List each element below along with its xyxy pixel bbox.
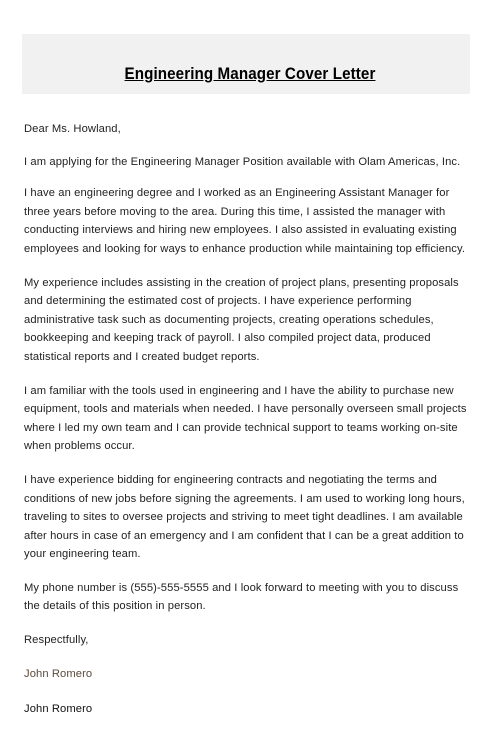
closing: Respectfully, <box>24 634 89 647</box>
paragraph-tools: I am familiar with the tools used in engineering and I have the ability to purchase new equipment, tools and materials when needed. I have personally overseen small projects where I led my own team and I can provide technical support to teams working on-site when problems occur. <box>24 384 467 453</box>
document-title: Engineering Manager Cover Letter <box>124 65 376 83</box>
paragraph-contact: My phone number is (555)-555-5555 and I look forward to meeting with you to discuss the details of this position in person. <box>24 581 459 613</box>
salutation: Dear Ms. Howland, <box>24 123 121 135</box>
signature: John Romero <box>24 667 93 680</box>
printed-name: John Romero <box>24 703 93 716</box>
paragraph-education: I have an engineering degree and I worked as an Engineering Assistant Manager for three years before moving to the area. During this time, I assisted the manager with conducting interviews and hiring new employees. I also assisted in evaluating existing employees and looking for ways to enhance production while maintaining top efficiency. <box>24 187 466 255</box>
title-band <box>22 34 470 94</box>
letter-body <box>24 120 476 719</box>
paragraph-experience: My experience includes assisting in the creation of project plans, presenting proposals and determining the estimated cost of projects. I have experience performing administrative task such as documenting projects, creating operations schedules, bookkeeping and keeping track of payroll. I also compiled project data, produced statistical reports and I created budget reports. <box>24 276 459 363</box>
paragraph-intro: I am applying for the Engineering Manager Position available with Olam Americas, Inc. <box>24 155 461 168</box>
paragraph-contracts: I have experience bidding for engineering contracts and negotiating the terms and conditions of new jobs before signing the agreements. I am used to working long hours, traveling to sites to oversee projects and striving to meet tight deadlines. I am available after hours in case of an emergency and I am confident that I can be a great addition to your engineering team. <box>24 473 465 561</box>
